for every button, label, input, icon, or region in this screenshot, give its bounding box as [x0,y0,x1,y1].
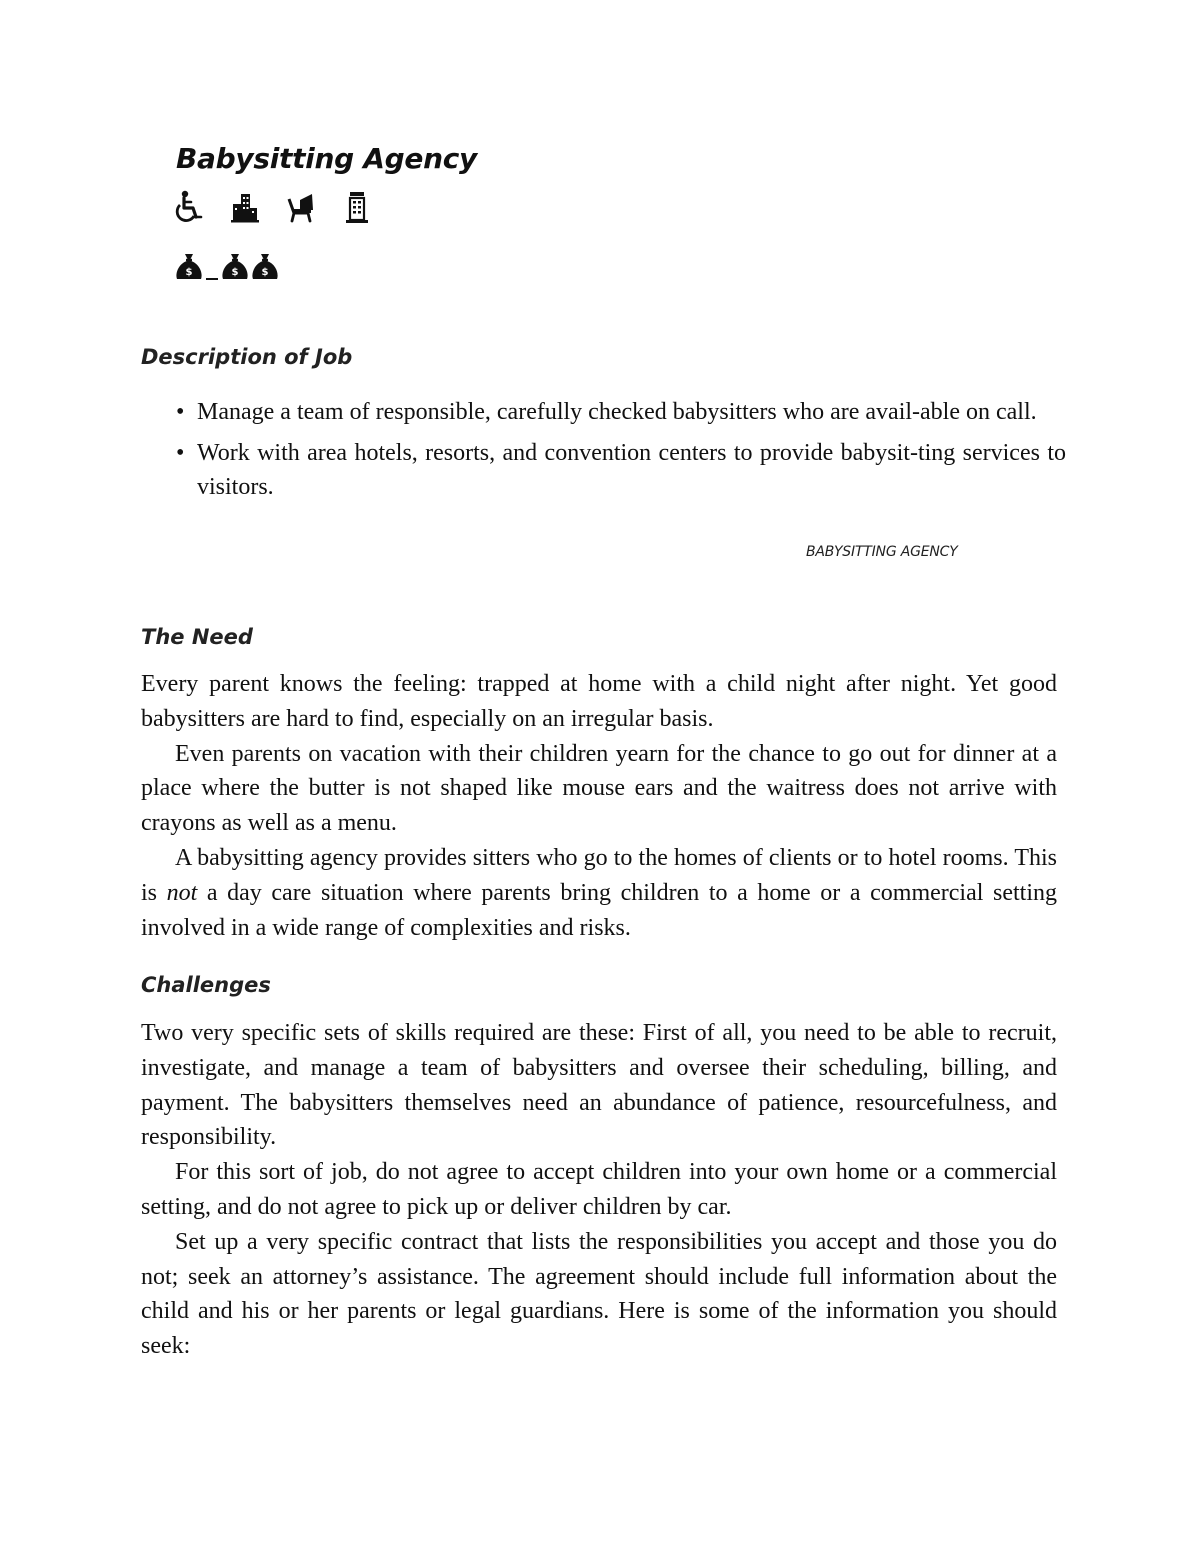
paragraph: Even parents on vacation with their children yearn for the chance to go out for dinner at a place where the butter is not shaped like mouse ears and the waitress does not arrive with crayons as well as a menu. [141,740,1057,837]
hotel-icon [342,190,372,224]
category-icons-row [174,190,372,224]
paragraph: Two very specific sets of skills required are these: First of all, you need to be able to recruit, investigate, and manage a team of babysitters and oversee their scheduling, billing, and payment. The babysitters themselves need an abundance of patience, resourcefulness, and responsibility. [141,1020,1057,1151]
wheelchair-icon [174,190,204,224]
job-description-list [176,395,1066,511]
paragraph: For this sort of job, do not agree to accept children into your own home or a commercial setting, and do not agree to pick up or deliver children by car. [141,1159,1057,1220]
challenges-body [141,1016,1057,1364]
section-heading-description: Description of Job [141,345,353,369]
running-head: BABYSITTING AGENCY [806,544,958,560]
svg-text:$: $ [261,267,269,278]
list-item: • Work with area hotels, resorts, and convention centers to provide babysit-ting services to visitors. [176,436,1066,505]
emphasis-text: not [166,879,198,906]
section-heading-need: The Need [141,625,253,649]
svg-text:$: $ [185,267,193,278]
paragraph: Every parent knows the feeling: trapped at home with a child night after night. Yet good babysitters are hard to find, especially on an irregular basis. [141,671,1057,732]
paragraph: Set up a very specific contract that lists the responsibilities you accept and those you do not; seek an attorney’s assistance. The agreement should include full information about the child and his or her parents or legal guardians. Here is some of the information you should seek: [141,1228,1057,1360]
paragraph [141,841,1057,945]
money-bag-icon [174,250,204,284]
need-body [141,667,1057,945]
svg-text:$: $ [231,267,239,278]
text-run: A babysitting agency provides sitters who go to the homes of clients or to hotel rooms. This is [141,844,1057,906]
building-icon [230,190,260,224]
section-heading-challenges: Challenges [141,973,271,997]
text-run: a day care situation where parents bring children to a home or a commercial setting involved in a wide range of complexities and risks. [141,879,1057,941]
cost-icons-row [174,250,280,284]
page-title: Babysitting Agency [176,142,477,175]
money-bag-icon [220,250,250,284]
list-item: • Manage a team of responsible, carefully checked babysitters who are avail-able on call. [176,395,1066,430]
money-bag-icon [250,250,280,284]
chair-icon [286,190,316,224]
underscore-separator [204,250,220,284]
